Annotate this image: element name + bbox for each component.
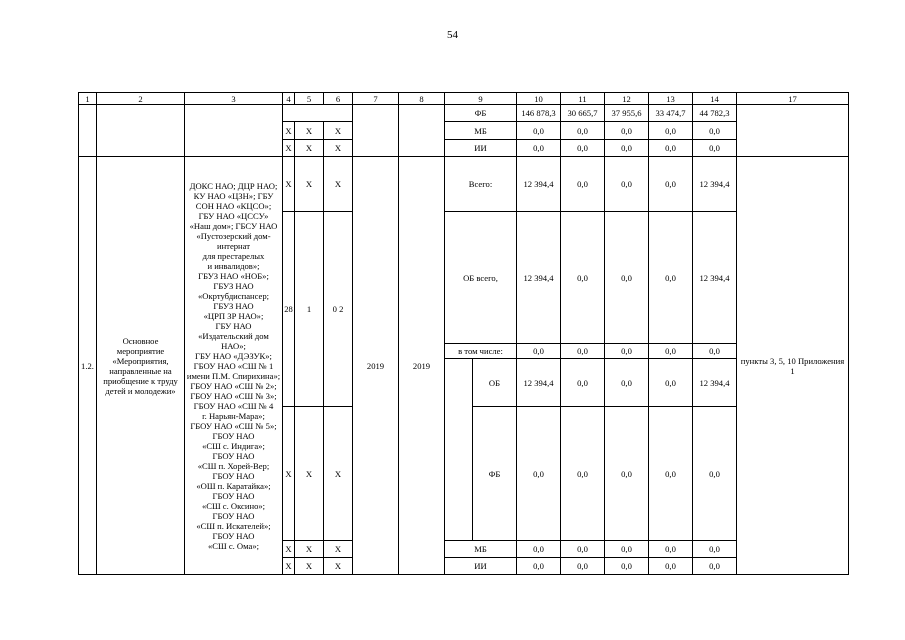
table-row [79, 105, 849, 122]
value-cell: 0,0 [649, 359, 693, 407]
header-cell: 10 [517, 93, 561, 105]
value-cell: 0,0 [605, 140, 649, 157]
executor-line: «СШ п. Хорей-Вер; [197, 460, 270, 471]
code-cell: 28 [283, 212, 295, 407]
executor-line: КУ НАО «ЦЗН»; ГБУ [193, 190, 274, 201]
executor-line: «ЦРП ЗР НАО»; [203, 310, 264, 321]
x-mark: Х [324, 407, 353, 541]
table-row [79, 157, 849, 212]
value-cell: 0,0 [693, 541, 737, 558]
x-mark: Х [324, 541, 353, 558]
value-cell: 0,0 [561, 344, 605, 359]
executor-line: ГБУЗ НАО [213, 280, 254, 291]
executor-line: ГБУ НАО «ЦССУ» [198, 210, 269, 221]
indent-cell [445, 359, 473, 541]
header-cell: 12 [605, 93, 649, 105]
value-cell: 0,0 [561, 407, 605, 541]
executor-line: «Наш дом»; ГБСУ НАО [189, 220, 278, 231]
executor-line: «СШ с. Индига»; [202, 440, 265, 451]
start-year: 2019 [353, 157, 399, 575]
executor-line: ГБОУ НАО «СШ № 5»; [190, 420, 277, 431]
value-cell: 0,0 [693, 140, 737, 157]
executor-line: ГБОУ НАО [212, 490, 255, 501]
executor-line: ГБОУ НАО «СШ № 1 [193, 360, 274, 371]
executor-line: ГБОУ НАО «СШ № 4 [193, 400, 274, 411]
value-cell: 12 394,4 [693, 212, 737, 344]
item-executors [185, 157, 283, 575]
x-mark: Х [295, 140, 324, 157]
executor-line: ГБОУ НАО [212, 530, 255, 541]
value-cell: 0,0 [605, 212, 649, 344]
header-cell: 17 [737, 93, 849, 105]
value-cell: 0,0 [561, 212, 605, 344]
x-mark: Х [283, 122, 295, 140]
value-cell: 0,0 [693, 558, 737, 575]
value-cell: 0,0 [605, 122, 649, 140]
header-cell: 14 [693, 93, 737, 105]
value-cell: 0,0 [561, 541, 605, 558]
executor-line: «ОШ п. Каратайка»; [196, 480, 271, 491]
value-cell: 0,0 [561, 122, 605, 140]
source-label: ОБ [473, 359, 517, 407]
value-cell: 0,0 [649, 212, 693, 344]
x-mark: Х [283, 558, 295, 575]
executor-line: ГБОУ НАО [212, 510, 255, 521]
x-mark: Х [283, 541, 295, 558]
executor-line: ГБУЗ НАО [213, 300, 254, 311]
value-cell: 0,0 [693, 122, 737, 140]
value-cell: 0,0 [517, 122, 561, 140]
value-cell: 44 782,3 [693, 105, 737, 122]
value-cell: 146 878,3 [517, 105, 561, 122]
cont-exec-cell [185, 105, 283, 157]
value-cell: 0,0 [605, 558, 649, 575]
cont-col17-cell [737, 105, 849, 157]
value-cell: 0,0 [605, 359, 649, 407]
x-mark: Х [283, 407, 295, 541]
value-cell: 0,0 [561, 558, 605, 575]
header-cell: 5 [295, 93, 324, 105]
executor-line: «Пустозерский дом- [196, 230, 271, 241]
x-mark: Х [295, 541, 324, 558]
value-cell: 0,0 [649, 407, 693, 541]
value-cell: 12 394,4 [693, 359, 737, 407]
executor-line: НАО»; [221, 340, 246, 351]
executor-line: ГБУ НАО «ДЭЗУК»; [195, 350, 272, 361]
cont-code-cell [283, 105, 353, 122]
x-mark: Х [295, 407, 324, 541]
header-cell: 8 [399, 93, 445, 105]
cont-start-cell [353, 105, 399, 157]
executor-line: ГБОУ НАО [212, 430, 255, 441]
header-cell: 11 [561, 93, 605, 105]
header-cell: 13 [649, 93, 693, 105]
value-cell: 0,0 [649, 344, 693, 359]
value-cell: 0,0 [517, 541, 561, 558]
executor-line: «Издательский дом [198, 330, 269, 341]
header-row [79, 93, 849, 105]
executor-line: для престарелых [202, 250, 265, 261]
value-cell: 0,0 [649, 558, 693, 575]
executor-line: ГБОУ НАО [212, 470, 255, 481]
value-cell: 30 665,7 [561, 105, 605, 122]
source-label: ФБ [445, 105, 517, 122]
executor-line: ГБОУ НАО «СШ № 3»; [190, 390, 277, 401]
value-cell: 0,0 [561, 140, 605, 157]
value-cell: 33 474,7 [649, 105, 693, 122]
source-label: ОБ всего, [445, 212, 517, 344]
value-cell: 0,0 [517, 558, 561, 575]
source-label: ФБ [473, 407, 517, 541]
value-cell: 0,0 [605, 541, 649, 558]
source-label: ИИ [445, 558, 517, 575]
value-cell: 0,0 [517, 140, 561, 157]
value-cell: 0,0 [649, 157, 693, 212]
value-cell: 12 394,4 [517, 359, 561, 407]
source-label: МБ [445, 541, 517, 558]
value-cell: 0,0 [649, 541, 693, 558]
cont-num-cell [79, 105, 97, 157]
executor-line: имени П.М. Спирихина»; [186, 370, 281, 381]
header-cell: 6 [324, 93, 353, 105]
item-description: Основное мероприятие «Мероприятия, направленные на приобщение к труду детей и молодежи» [97, 157, 185, 575]
source-label: ИИ [445, 140, 517, 157]
x-mark: Х [324, 558, 353, 575]
page-number: 54 [447, 29, 458, 41]
header-cell: 2 [97, 93, 185, 105]
x-mark: Х [295, 157, 324, 212]
value-cell: 0,0 [517, 407, 561, 541]
header-cell: 1 [79, 93, 97, 105]
executor-line: ГБОУ НАО [212, 450, 255, 461]
executor-line: г. Нарьян-Мара»; [202, 410, 265, 421]
header-cell: 3 [185, 93, 283, 105]
code-cell: 0 2 [324, 212, 353, 407]
value-cell: 0,0 [605, 407, 649, 541]
value-cell: 0,0 [605, 344, 649, 359]
value-cell: 0,0 [561, 157, 605, 212]
executor-line: «СШ с. Оксино»; [201, 500, 266, 511]
value-cell: 0,0 [693, 344, 737, 359]
x-mark: Х [295, 558, 324, 575]
end-year: 2019 [399, 157, 445, 575]
header-cell: 4 [283, 93, 295, 105]
executor-line: «СШ с. Ома»; [207, 540, 260, 551]
item-number: 1.2. [79, 157, 97, 575]
item-col17: пункты 3, 5, 10 Приложения 1 [737, 157, 849, 575]
executor-line: ГБУ НАО [215, 320, 252, 331]
source-label: в том числе: [445, 344, 517, 359]
x-mark: Х [295, 122, 324, 140]
executor-line: СОН НАО «КЦСО»; [195, 200, 272, 211]
value-cell: 0,0 [605, 157, 649, 212]
value-cell: 0,0 [693, 407, 737, 541]
source-label: МБ [445, 122, 517, 140]
value-cell: 0,0 [649, 140, 693, 157]
x-mark: Х [324, 157, 353, 212]
header-cell: 7 [353, 93, 399, 105]
x-mark: Х [324, 122, 353, 140]
value-cell: 12 394,4 [693, 157, 737, 212]
executor-line: ГБУЗ НАО «НОБ»; [198, 270, 269, 281]
executor-line: «СШ п. Искателей»; [196, 520, 271, 531]
source-label: Всего: [445, 157, 517, 212]
cont-end-cell [399, 105, 445, 157]
value-cell: 0,0 [561, 359, 605, 407]
executor-line: и инвалидов»; [207, 260, 260, 271]
value-cell: 0,0 [649, 122, 693, 140]
executor-line: «Окртубдиспансер; [197, 290, 270, 301]
executor-line: интернат [216, 240, 250, 251]
x-mark: Х [283, 157, 295, 212]
header-cell: 9 [445, 93, 517, 105]
executor-line: ДОКС НАО; ДЦР НАО; [189, 180, 278, 191]
cont-desc-cell [97, 105, 185, 157]
value-cell: 0,0 [517, 344, 561, 359]
value-cell: 12 394,4 [517, 212, 561, 344]
value-cell: 37 955,6 [605, 105, 649, 122]
budget-table [78, 92, 849, 575]
x-mark: Х [283, 140, 295, 157]
value-cell: 12 394,4 [517, 157, 561, 212]
x-mark: Х [324, 140, 353, 157]
code-cell: 1 [295, 212, 324, 407]
executor-line: ГБОУ НАО «СШ № 2»; [190, 380, 277, 391]
